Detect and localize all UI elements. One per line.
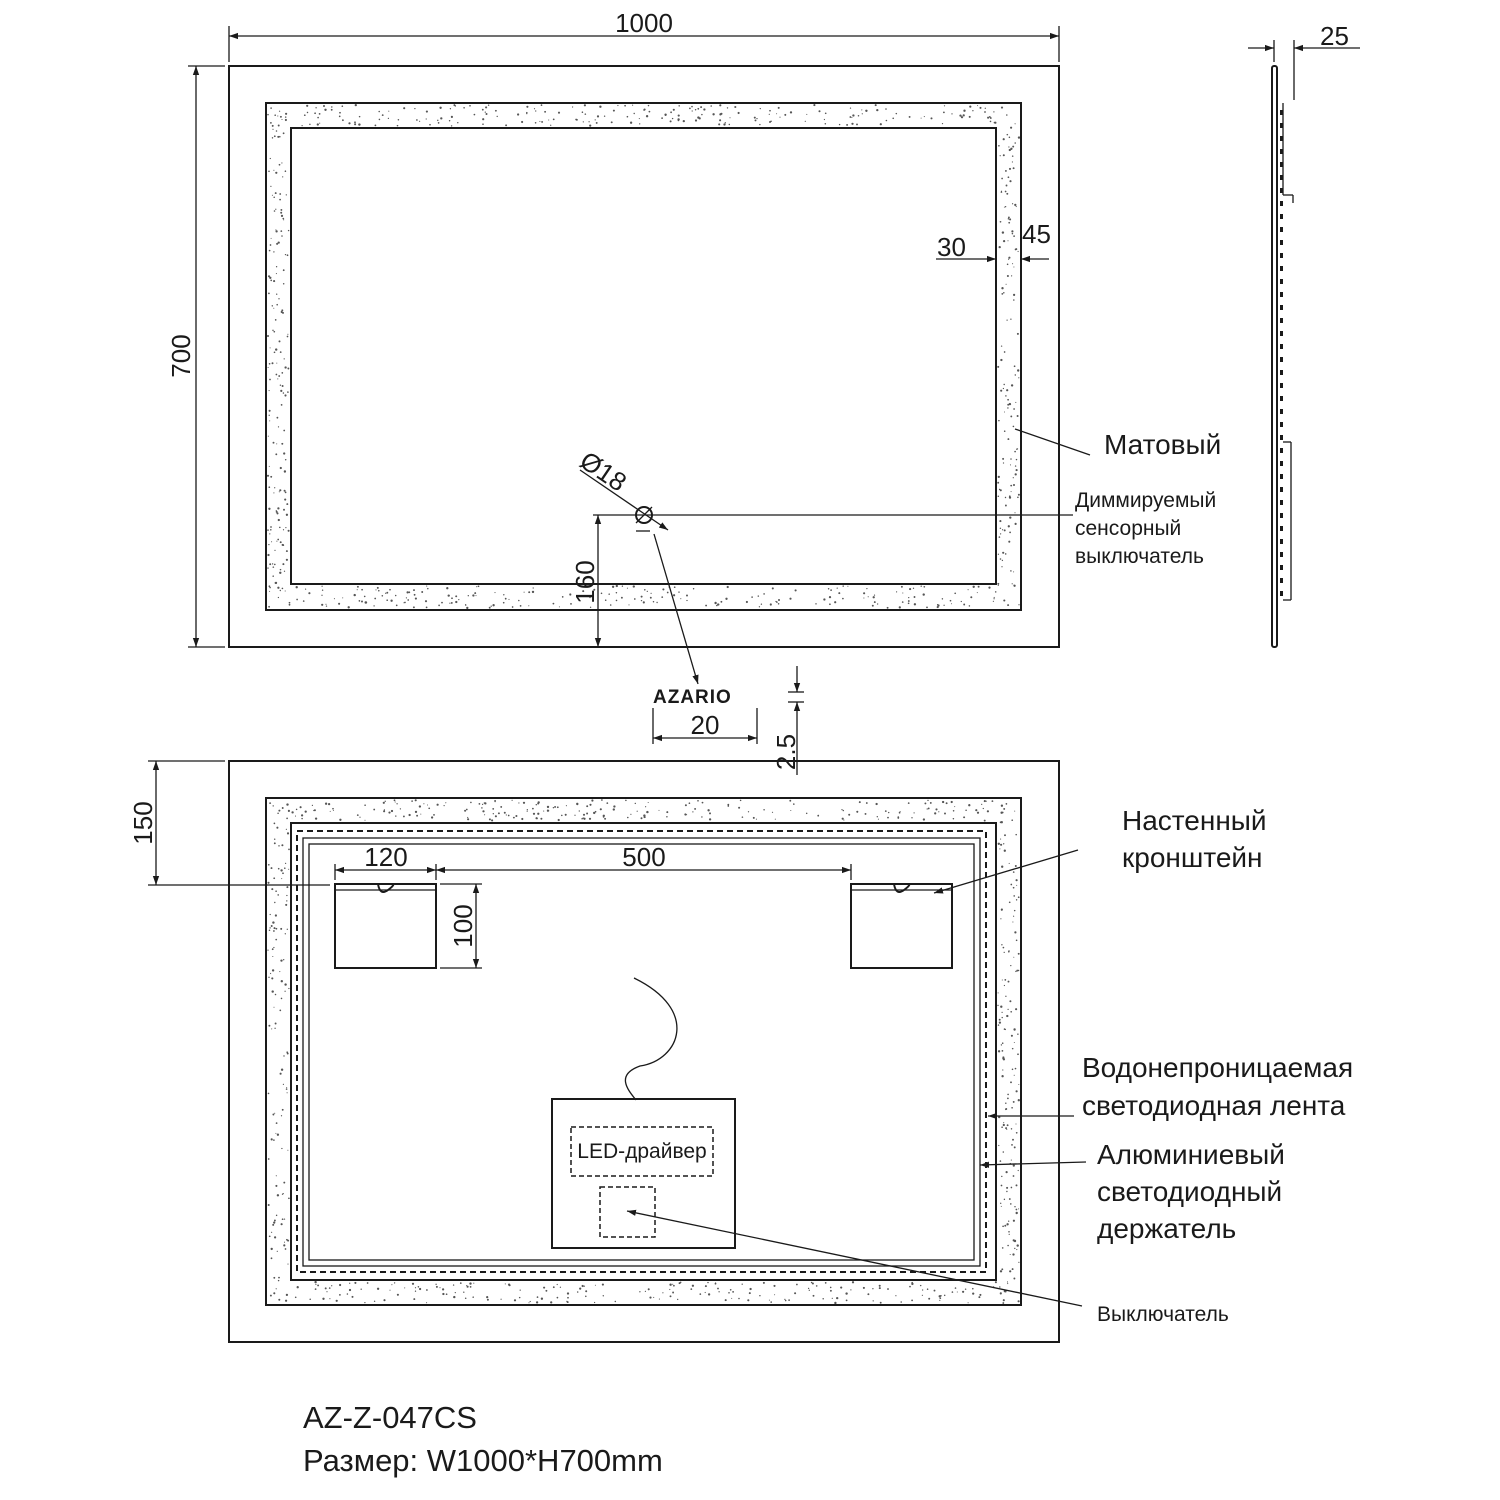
front-frosted-band xyxy=(267,104,1020,609)
dim-depth xyxy=(1248,21,1360,100)
label-led-driver: LED-драйвер xyxy=(577,1140,707,1163)
logo-detail xyxy=(653,666,804,775)
dim-width-label: 1000 xyxy=(615,8,673,38)
power-cable xyxy=(625,978,677,1100)
side-view xyxy=(1248,21,1360,647)
dim-bracket-spacing xyxy=(436,842,851,880)
brand-logo: AZARIO xyxy=(653,687,732,708)
dim-switch-offset-label: 160 xyxy=(570,560,600,604)
front-view xyxy=(166,8,1221,684)
led-strip xyxy=(297,831,986,1272)
front-frosted-outer-edge xyxy=(266,103,1021,610)
label-bracket-line1: Настенный xyxy=(1122,805,1267,836)
dim-bracket-width-label: 120 xyxy=(364,842,408,872)
product-size: Размер: W1000*H700mm xyxy=(303,1443,663,1478)
dim-bracket-offset-label: 150 xyxy=(128,801,158,845)
matte-leader xyxy=(1015,429,1090,455)
dim-logo-height-label: 2.5 xyxy=(771,733,801,771)
bracket-leader xyxy=(934,850,1078,893)
dim-frame-width xyxy=(936,219,1051,262)
dim-bracket-height-label: 100 xyxy=(448,904,478,948)
bracket-left xyxy=(335,884,436,968)
back-frosted-band xyxy=(267,799,1020,1304)
dim-bracket-width xyxy=(335,842,436,880)
front-outer-glass xyxy=(229,66,1059,647)
label-holder-line1: Алюминиевый xyxy=(1097,1139,1285,1170)
dim-depth-label: 25 xyxy=(1320,21,1349,51)
label-holder-line3: держатель xyxy=(1097,1213,1237,1244)
back-view xyxy=(128,761,1353,1342)
switch-block xyxy=(600,1187,655,1237)
dim-bracket-height xyxy=(440,884,482,968)
switch-block-leader xyxy=(627,1211,1082,1306)
label-dimmer-line2: сенсорный xyxy=(1075,517,1182,540)
dim-logo-width-label: 20 xyxy=(690,710,720,740)
dim-height xyxy=(166,66,225,647)
dim-height-label: 700 xyxy=(166,334,196,378)
label-matte: Матовый xyxy=(1104,429,1222,460)
touch-switch xyxy=(570,445,1073,684)
dim-switch-diameter-label: Ø18 xyxy=(574,445,633,498)
aluminium-holder xyxy=(303,838,980,1266)
side-glass xyxy=(1272,66,1277,647)
label-led-strip-line2: светодиодная лента xyxy=(1082,1090,1346,1121)
model-number: AZ-Z-047CS xyxy=(303,1400,477,1435)
dim-frame-inner-label: 30 xyxy=(937,232,966,262)
label-bracket-line2: кронштейн xyxy=(1122,842,1263,873)
back-frosted-outer-edge xyxy=(266,798,1021,1305)
label-led-strip-line1: Водонепроницаемая xyxy=(1082,1052,1354,1083)
label-dimmer-line3: выключатель xyxy=(1075,545,1204,568)
label-dimmer-line1: Диммируемый xyxy=(1075,489,1217,512)
label-switch: Выключатель xyxy=(1097,1303,1229,1326)
back-frosted-inner-edge xyxy=(291,823,996,1280)
dim-bracket-spacing-label: 500 xyxy=(622,842,666,872)
label-holder-line2: светодиодный xyxy=(1097,1176,1283,1207)
title-block xyxy=(303,1400,663,1478)
bracket-right xyxy=(851,884,952,968)
driver-box xyxy=(552,1099,735,1248)
dim-frame-outer-label: 45 xyxy=(1022,219,1051,249)
dim-width xyxy=(229,8,1059,62)
